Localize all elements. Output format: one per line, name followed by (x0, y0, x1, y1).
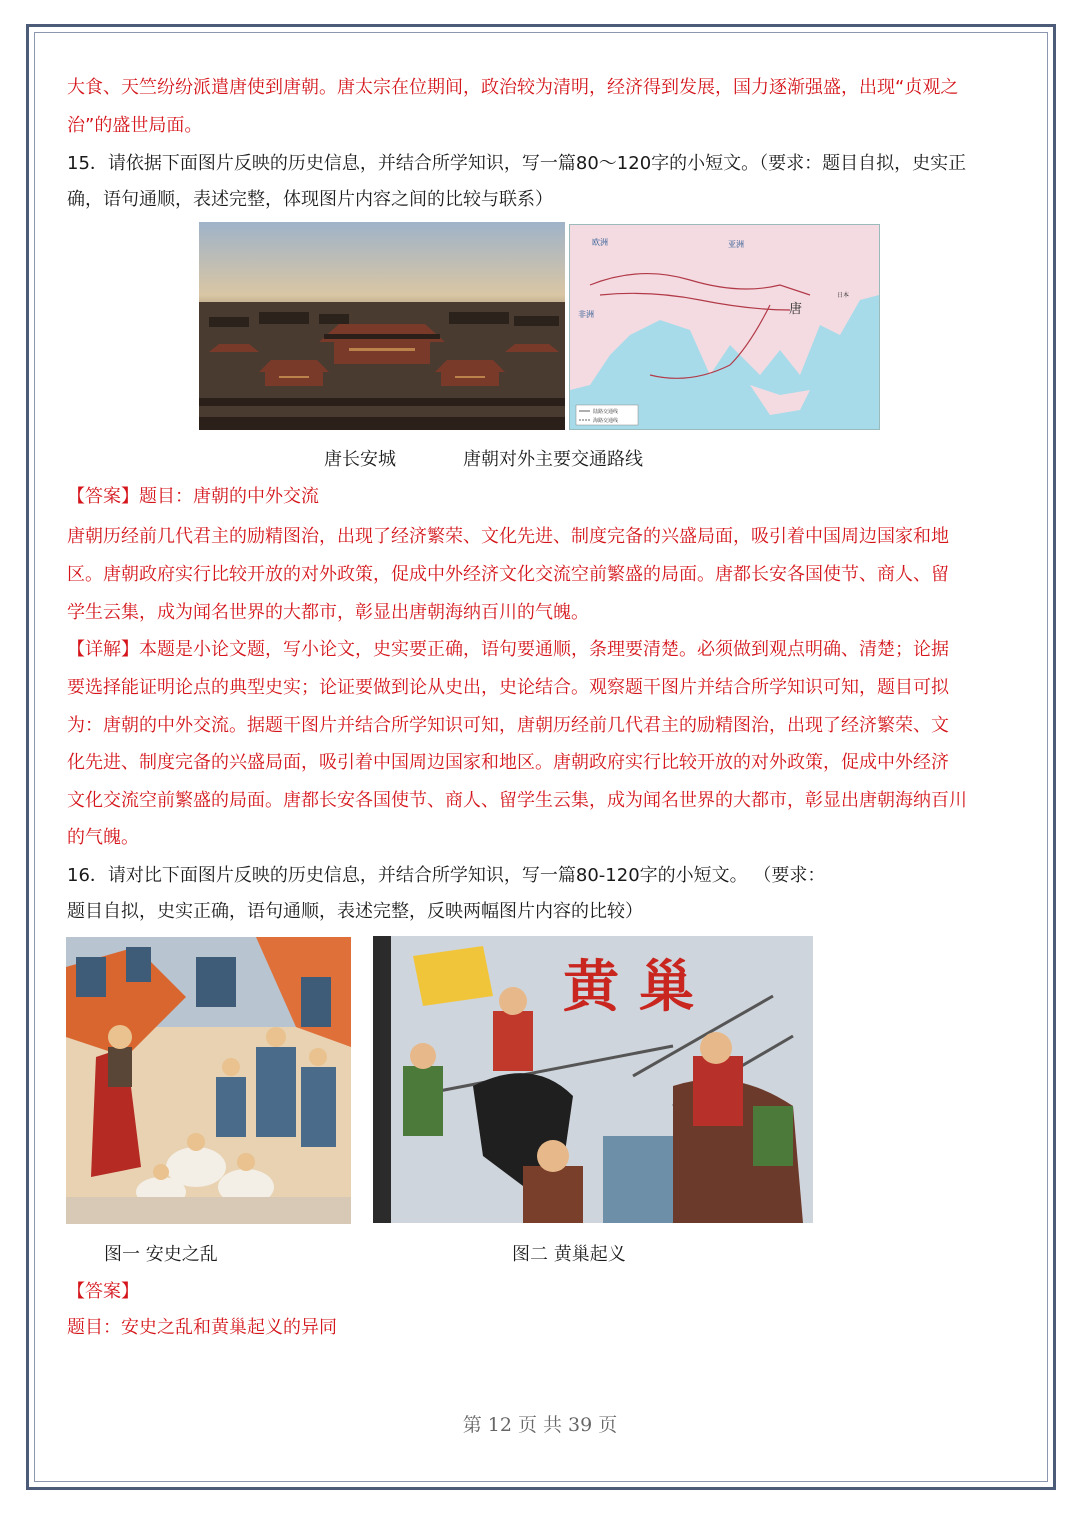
caption-changan: 唐长安城 (324, 449, 396, 470)
text-line: 化先进、制度完备的兴盛局面，吸引着中国周边国家和地区。唐朝政府实行比较开放的对外政策，促成中外经济 (67, 752, 949, 773)
explanation-15: 【详解】本题是小论文题，写小论文，史实要正确，语句要通顺，条理要清楚。必须做到观点明确、清楚；论据 (67, 639, 949, 660)
text-line: 文化交流空前繁盛的局面。唐都长安各国使节、商人、留学生云集，成为闻名世界的大都市，彰显出唐朝海纳百川 (67, 790, 967, 811)
question-15-cont: 确，语句通顺，表述完整，体现图片内容之间的比较与联系） (67, 189, 553, 210)
text-line: 唐朝历经前几代君主的励精图治，出现了经济繁荣、文化先进、制度完备的兴盛局面，吸引着中国周边国家和地 (67, 526, 949, 547)
question-16-cont: 题目自拟，史实正确，语句通顺，表述完整，反映两幅图片内容的比较） (67, 901, 643, 922)
painting-title: 黄 巢 (563, 954, 695, 1020)
caption-huangchao: 图二 黄巢起义 (512, 1244, 626, 1265)
answer-16-title: 题目：安史之乱和黄巢起义的异同 (67, 1317, 337, 1338)
text-line: 治”的盛世局面。 (67, 115, 203, 136)
page-footer: 第 12 页 共 39 页 (462, 1414, 618, 1436)
map-label-europe: 欧洲 (592, 238, 608, 247)
map-legend-sea: 海路交通线 (593, 418, 619, 424)
text-line: 的气魄。 (67, 827, 139, 848)
text-line: 为：唐朝的中外交流。据题干图片并结合所学知识可知，唐朝历经前几代君主的励精图治，出现了经济繁荣、文 (67, 715, 949, 736)
caption-anshi: 图一 安史之乱 (104, 1244, 218, 1265)
map-label-japan: 日本 (837, 292, 850, 299)
question-15: 15．请依据下面图片反映的历史信息，并结合所学知识，写一篇80～120字的小短文。（要求：题目自拟，史实正 (67, 153, 967, 174)
text-line: 区。唐朝政府实行比较开放的对外政策，促成中外经济文化交流空前繁盛的局面。唐都长安各国使节、商人、留 (67, 564, 949, 585)
anshi-rebellion-image (66, 937, 351, 1224)
text-line: 学生云集，成为闻名世界的大都市，彰显出唐朝海纳百川的气魄。 (67, 602, 589, 623)
tang-routes-map-image (569, 224, 880, 430)
huangchao-uprising-image (373, 936, 813, 1223)
answer-15-title: 【答案】题目：唐朝的中外交流 (67, 486, 319, 507)
question-16: 16．请对比下面图片反映的历史信息，并结合所学知识，写一篇80-120字的小短文。 （要求： (67, 865, 826, 886)
map-label-tang: 唐 (789, 302, 803, 317)
map-label-asia: 亚洲 (728, 240, 744, 249)
text-line: 大食、天竺纷纷派遣唐使到唐朝。唐太宗在位期间，政治较为清明，经济得到发展，国力逐渐强盛，出现“贞观之 (67, 77, 959, 98)
text-line: 要选择能证明论点的典型史实；论证要做到论从史出，史论结合。观察题干图片并结合所学知识可知，题目可拟 (67, 677, 949, 698)
changan-city-image (199, 222, 565, 430)
map-legend-land: 陆路交通线 (593, 409, 619, 415)
caption-routes: 唐朝对外主要交通路线 (463, 449, 643, 470)
map-label-africa: 非洲 (578, 310, 594, 319)
answer-16-label: 【答案】 (67, 1281, 139, 1302)
